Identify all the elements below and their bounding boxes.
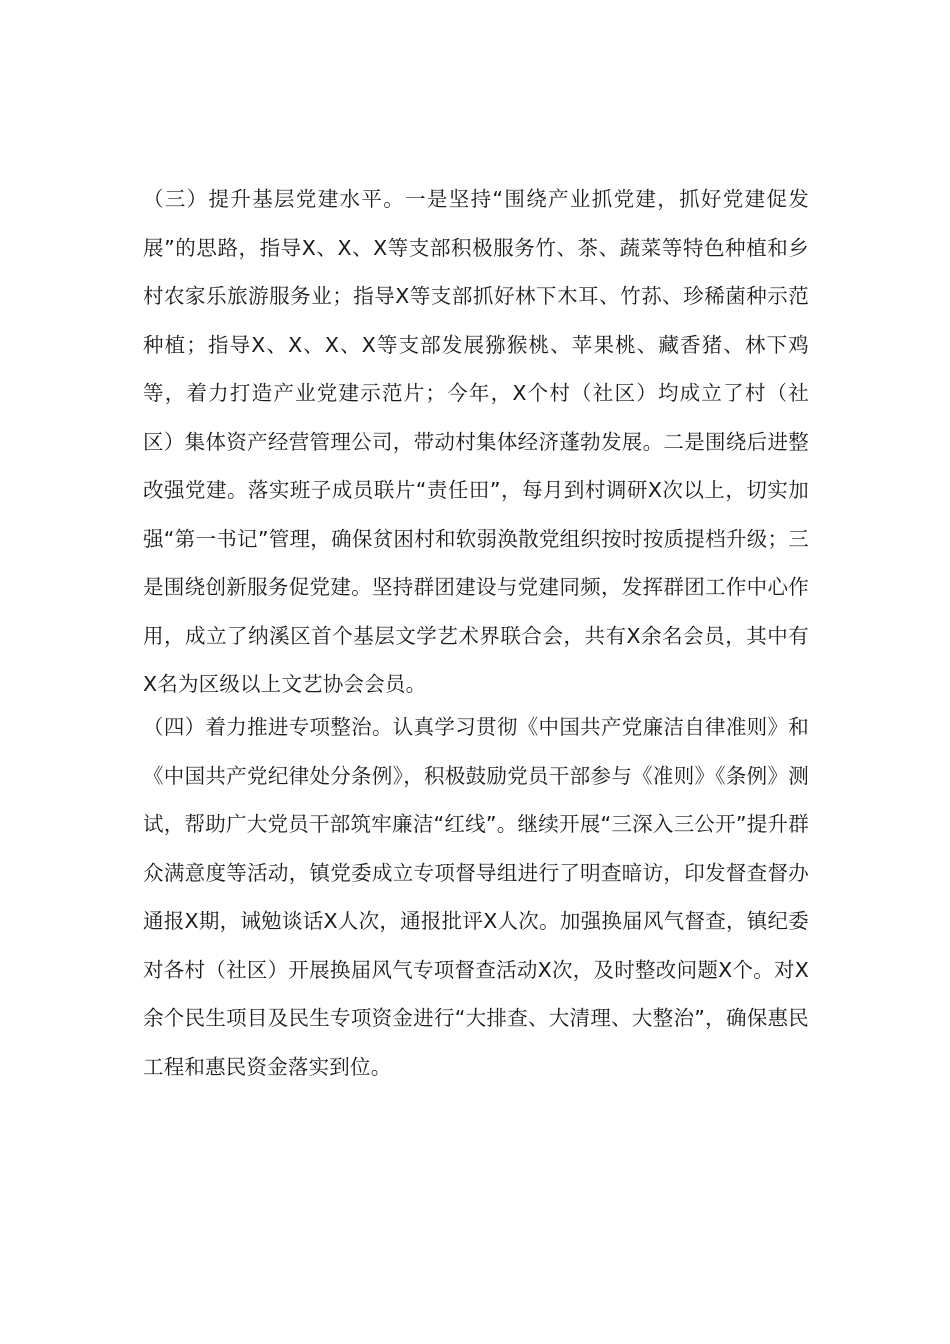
paragraph-section-4: （四）着力推进专项整治。认真学习贯彻《中国共产党廉洁自律准则》和《中国共产党纪律处分条例》，积极鼓励党员干部参与《准则》《条例》测试，帮助广大党员干部筑牢廉洁“红线”。继续开展“三深入三公开”提升群众满意度等活动，镇党委成立专项督导组进行了明查暗访，印发督查督办通报X期，诫勉谈话X人次，通报批评X人次。加强换届风气督查，镇纪委对各村（社区）开展换届风气专项督查活动X次，及时整改问题X个。对X余个民生项目及民生专项资金进行“大排查、大清理、大整治”，确保惠民工程和惠民资金落实到位。 <box>143 715 809 1079</box>
paragraph-section-3: （三）提升基层党建水平。一是坚持“围绕产业抓党建，抓好党建促发展”的思路，指导X、X、X等支部积极服务竹、茶、蔬菜等特色种植和乡村农家乐旅游服务业；指导X等支部抓好林下木耳、竹荪、珍稀菌种示范种植；指导X、X、X、X等支部发展猕猴桃、苹果桃、藏香猪、林下鸡等，着力打造产业党建示范片；今年，X个村（社区）均成立了村（社区）集体资产经营管理公司，带动村集体经济蓬勃发展。二是围绕后进整改强党建。落实班子成员联片“责任田”，每月到村调研X次以上，切实加强“第一书记”管理，确保贫困村和软弱涣散党组织按时按质提档升级；三是围绕创新服务促党建。坚持群团建设与党建同频，发挥群团工作中心作用，成立了纳溪区首个基层文学艺术界联合会，共有X余名会员，其中有X名为区级以上文艺协会会员。 <box>143 187 809 696</box>
